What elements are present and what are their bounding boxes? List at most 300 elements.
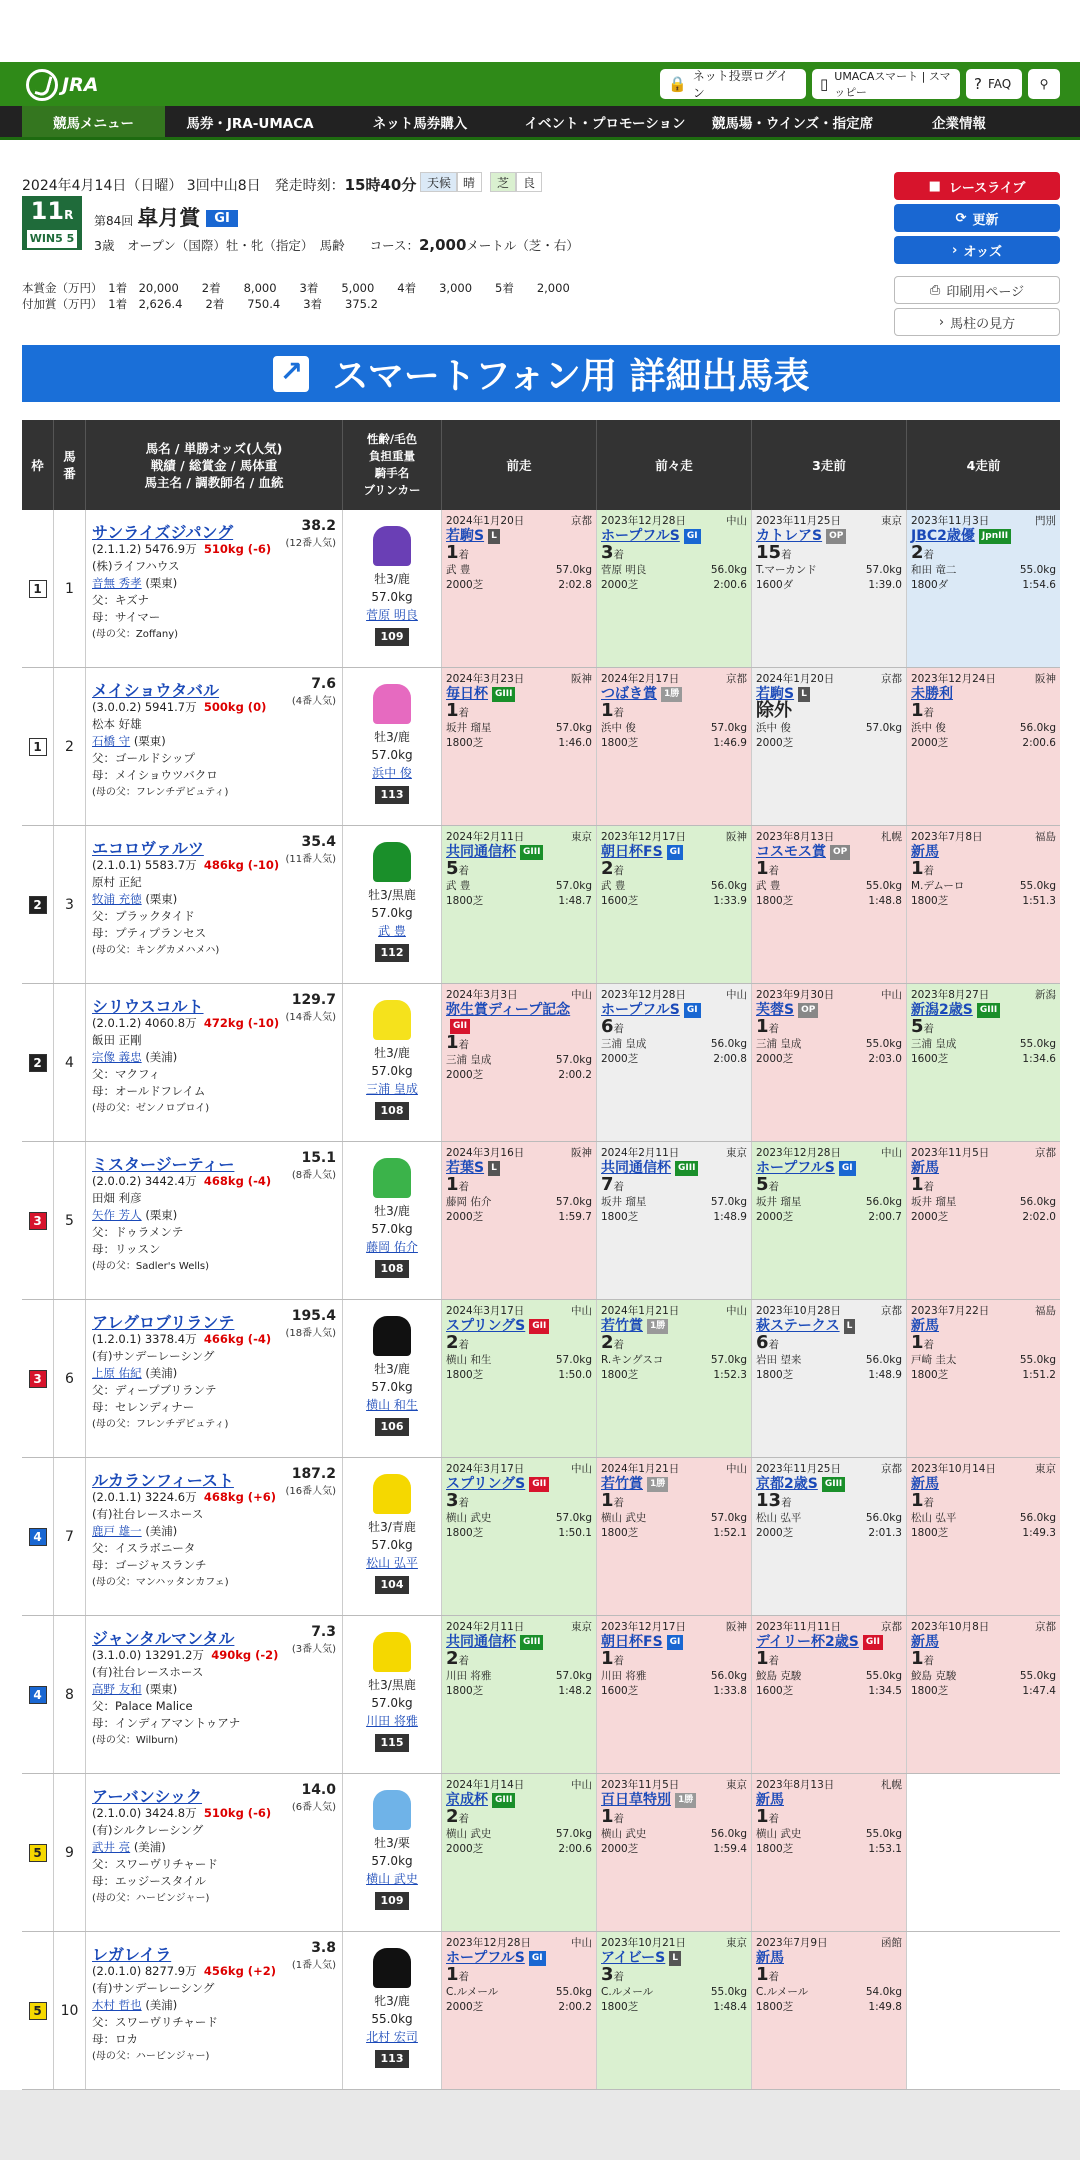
body-weight: 466kg (-4) bbox=[203, 1332, 272, 1346]
past-race-weight: 56.0kg bbox=[710, 564, 747, 576]
finish-unit: 着 bbox=[923, 549, 935, 561]
past-race-track: 2000芝 bbox=[756, 1527, 794, 1539]
rating-badge: 108 bbox=[375, 1102, 410, 1120]
past-race-cell[interactable] bbox=[907, 1616, 1060, 1773]
past-race-finish: 2 bbox=[446, 1806, 459, 1827]
trainer-link[interactable]: 上原 佑紀 bbox=[92, 1366, 142, 1380]
past-race-finish: 5 bbox=[446, 858, 459, 879]
jra-logo[interactable] bbox=[26, 68, 116, 102]
past-race-finish: 2 bbox=[446, 1332, 459, 1353]
past-race-place: 東京 bbox=[726, 1779, 747, 1791]
print-button[interactable] bbox=[894, 276, 1060, 304]
past-race-date-line bbox=[601, 830, 747, 845]
past-race-grade: JpnIII bbox=[979, 529, 1011, 544]
net-vote-login-button[interactable] bbox=[660, 69, 806, 99]
carried-weight: 57.0kg bbox=[371, 748, 413, 762]
trainer-link[interactable]: 石橋 守 bbox=[92, 734, 131, 748]
dam: 母：プティプランセス bbox=[92, 926, 207, 940]
past-race-name-link[interactable]: 若竹賞 bbox=[601, 1318, 643, 1334]
past-race-track-line bbox=[756, 1684, 902, 1699]
past-race-weight: 56.0kg bbox=[865, 1196, 902, 1208]
past-race-name-link[interactable]: 新馬 bbox=[911, 1160, 939, 1176]
past-race-time: 1:46.0 bbox=[558, 737, 592, 749]
jockey-link[interactable]: 松山 弘平 bbox=[366, 1556, 418, 1570]
race-number-badge bbox=[22, 196, 82, 250]
trainer-location: (美浦) bbox=[145, 1524, 178, 1538]
past-race-weight: 55.0kg bbox=[1019, 564, 1056, 576]
past-race-name-link[interactable]: JBC2歳優 bbox=[911, 528, 975, 544]
past-race-name-link[interactable]: 若葉S bbox=[446, 1160, 485, 1176]
past-race-cell[interactable] bbox=[597, 668, 752, 825]
past-race-name-link[interactable]: 共同通信杯 bbox=[446, 1634, 516, 1650]
carried-weight: 57.0kg bbox=[371, 1380, 413, 1394]
past-race-cell[interactable] bbox=[752, 1458, 907, 1615]
past-race-cell[interactable] bbox=[597, 1932, 752, 2089]
past-race-name-line bbox=[601, 687, 747, 703]
broodmare-sire: (母の父：ハービンジャー) bbox=[92, 2051, 210, 2062]
past-race-grade: OP bbox=[798, 1003, 818, 1018]
jockey-silks-icon bbox=[373, 684, 411, 724]
past-race-place: 東京 bbox=[726, 1937, 747, 1949]
odds-value: 14.0 bbox=[301, 1782, 336, 1798]
past-race-track: 1800芝 bbox=[756, 2001, 794, 2013]
past-race-name-link[interactable]: スプリングS bbox=[446, 1476, 526, 1492]
smartphone-banner[interactable] bbox=[22, 345, 1060, 402]
past-race-grade: GI bbox=[667, 845, 684, 860]
past-race-name-link[interactable]: スプリングS bbox=[446, 1318, 526, 1334]
umaca-button[interactable] bbox=[812, 69, 960, 99]
finish-unit: 着 bbox=[768, 1181, 780, 1193]
past-race-name-link[interactable]: 新馬 bbox=[911, 1634, 939, 1650]
sex-age: 牝3/鹿 bbox=[374, 1994, 410, 2008]
past-race-cell[interactable] bbox=[752, 510, 907, 667]
past-race-name-link[interactable]: ホープフルS bbox=[601, 1002, 680, 1018]
past-race-name-link[interactable]: 新潟2歳S bbox=[911, 1002, 973, 1018]
past-race-name-link[interactable]: 朝日杯FS bbox=[601, 844, 663, 860]
past-race-jockey: 和田 竜二 bbox=[911, 564, 957, 576]
finish-unit: 着 bbox=[458, 1971, 470, 1983]
refresh-icon: ⟳ bbox=[955, 210, 967, 226]
past-race-track-line bbox=[601, 1052, 747, 1067]
jockey-link[interactable]: 北村 宏司 bbox=[366, 2030, 418, 2044]
past-race-track-line bbox=[601, 1842, 747, 1857]
past-race-cell[interactable] bbox=[752, 984, 907, 1141]
past-race-track: 1800芝 bbox=[446, 1685, 484, 1697]
table-row bbox=[22, 1616, 1060, 1774]
jockey-link[interactable]: 武 豊 bbox=[378, 924, 406, 938]
past-race-track-line bbox=[911, 1526, 1056, 1541]
past-race-weight: 56.0kg bbox=[710, 1038, 747, 1050]
past-race-track: 1800芝 bbox=[911, 895, 949, 907]
past-race-date: 2023年10月14日 bbox=[911, 1463, 996, 1475]
past-race-name-link[interactable]: 弥生賞ディープ記念 bbox=[446, 1002, 571, 1018]
past-race-date: 2023年11月3日 bbox=[911, 515, 990, 527]
horse-number: 9 bbox=[65, 1844, 74, 1861]
past-race-cell[interactable] bbox=[752, 826, 907, 983]
past-race-weight: 56.0kg bbox=[865, 1354, 902, 1366]
past-race-finish: 1 bbox=[446, 700, 459, 721]
trainer-line bbox=[92, 1049, 336, 1066]
horse-number: 6 bbox=[65, 1370, 74, 1387]
past-race-track: 2000芝 bbox=[601, 579, 639, 591]
past-race-name-link[interactable]: コスモス賞 bbox=[756, 844, 826, 860]
past-race-cell[interactable] bbox=[752, 1774, 907, 1931]
nav-item-company[interactable]: 企業情報 bbox=[932, 115, 986, 132]
past-race-track-line bbox=[756, 578, 902, 593]
past-race-weight: 56.0kg bbox=[710, 1670, 747, 1682]
past-race-place-line bbox=[756, 1490, 902, 1511]
past-race-name-link[interactable]: デイリー杯2歳S bbox=[756, 1634, 859, 1650]
past-race-name-line bbox=[446, 1951, 592, 1967]
past-race-name-link[interactable]: ホープフルS bbox=[601, 528, 680, 544]
jockey-link[interactable]: 横山 和生 bbox=[366, 1398, 418, 1412]
past-race-date: 2023年12月17日 bbox=[601, 1621, 686, 1633]
past-race-cell[interactable] bbox=[597, 1458, 752, 1615]
past-race-name-line bbox=[756, 1161, 902, 1177]
past-race-name-line bbox=[911, 1635, 1056, 1651]
past-race-name-link[interactable]: 朝日杯FS bbox=[601, 1634, 663, 1650]
jockey-link[interactable]: 川田 将雅 bbox=[366, 1714, 418, 1728]
owner: 田畑 利彦 bbox=[92, 1191, 142, 1205]
past-race-cell[interactable] bbox=[442, 1616, 597, 1773]
horse-name-link[interactable]: サンライズジパング bbox=[92, 523, 234, 542]
carried-weight: 57.0kg bbox=[371, 1696, 413, 1710]
nav-item-net-baken[interactable]: ネット馬券購入 bbox=[372, 115, 468, 132]
horse-name-link[interactable]: メイショウタバル bbox=[92, 681, 220, 700]
refresh-button[interactable] bbox=[894, 204, 1060, 232]
finish-unit: 着 bbox=[458, 1497, 470, 1509]
past-race-time: 2:00.6 bbox=[558, 1843, 592, 1855]
body-weight: 510kg (-6) bbox=[203, 542, 272, 556]
finish-unit: 着 bbox=[613, 1497, 625, 1509]
past-race-date-line bbox=[601, 1936, 747, 1951]
past-race-track: 1800芝 bbox=[446, 737, 484, 749]
past-race-cell[interactable] bbox=[442, 1932, 597, 2089]
past-race-weight: 55.0kg bbox=[865, 880, 902, 892]
horse-cell bbox=[86, 1458, 343, 1615]
past-race-name-line bbox=[446, 1319, 592, 1335]
past-race-name-line bbox=[911, 1319, 1056, 1335]
past-race-track-line bbox=[446, 1526, 592, 1541]
race-live-button[interactable] bbox=[894, 172, 1060, 200]
past-race-cell[interactable] bbox=[442, 826, 597, 983]
past-race-weight: 56.0kg bbox=[1019, 1512, 1056, 1524]
horse-cell bbox=[86, 1300, 343, 1457]
trainer-link[interactable]: 武井 亮 bbox=[92, 1840, 131, 1854]
horse-name-link[interactable]: ルカランフィースト bbox=[92, 1471, 234, 1490]
past-race-grade: GIII bbox=[520, 1635, 543, 1650]
trainer-link[interactable]: 高野 友和 bbox=[92, 1682, 142, 1696]
past-race-date-line bbox=[911, 672, 1056, 687]
past-race-name-link[interactable]: 若駒S bbox=[446, 528, 485, 544]
horse-name-link[interactable]: アーバンシック bbox=[92, 1787, 203, 1806]
past-race-date-line bbox=[911, 1146, 1056, 1161]
past-race-cell[interactable] bbox=[752, 1616, 907, 1773]
owner: (有)サンデーレーシング bbox=[92, 1349, 215, 1363]
finish-unit: 着 bbox=[458, 1039, 470, 1051]
past-race-weight: 55.0kg bbox=[865, 1670, 902, 1682]
trainer-link[interactable]: 木村 哲也 bbox=[92, 1998, 142, 2012]
past-race-date-line bbox=[601, 988, 747, 1003]
past-race-place: 東京 bbox=[571, 1621, 592, 1633]
nav-item-baken[interactable]: 馬券・JRA-UMACA bbox=[186, 115, 314, 132]
past-race-name-link[interactable]: カトレアS bbox=[756, 528, 823, 544]
past-race-track-line bbox=[756, 1052, 902, 1067]
sex-age: 牡3/青鹿 bbox=[368, 1520, 416, 1534]
past-race-cell[interactable] bbox=[907, 826, 1060, 983]
past-race-weight: 57.0kg bbox=[710, 1196, 747, 1208]
num-cell bbox=[54, 826, 86, 983]
past-race-place-line bbox=[446, 1964, 592, 1985]
past-race-cell[interactable] bbox=[907, 984, 1060, 1141]
search-icon: ⚲ bbox=[1039, 77, 1049, 91]
sire: 父：スワーヴリチャード bbox=[92, 1857, 218, 1871]
horse-name-link[interactable]: エコロヴァルツ bbox=[92, 839, 204, 858]
past-race-date: 2023年10月21日 bbox=[601, 1937, 686, 1949]
trainer-link[interactable]: 宗像 義忠 bbox=[92, 1050, 142, 1064]
popularity: (4番人気) bbox=[291, 696, 336, 707]
num-cell bbox=[54, 510, 86, 667]
past-race-track-line bbox=[756, 1210, 902, 1225]
past-race-name-link[interactable]: 毎日杯 bbox=[446, 686, 488, 702]
past-race-jockey: 松山 弘平 bbox=[756, 1512, 802, 1524]
past-race-cell[interactable] bbox=[442, 984, 597, 1141]
trainer-link[interactable]: 矢作 芳人 bbox=[92, 1208, 142, 1222]
past-race-jockey: 浜中 俊 bbox=[911, 722, 946, 734]
odds bbox=[285, 992, 336, 1026]
past-race-cell[interactable] bbox=[907, 1142, 1060, 1299]
past-race-weight: 56.0kg bbox=[1019, 1196, 1056, 1208]
horse-name-link[interactable]: ジャンタルマンタル bbox=[92, 1629, 235, 1648]
past-race-time: 1:51.3 bbox=[1022, 895, 1056, 907]
past-race-date-line bbox=[756, 1146, 902, 1161]
past-race-cell[interactable] bbox=[597, 510, 752, 667]
post-time: 15時40分 bbox=[344, 176, 417, 194]
past-race-track-line bbox=[446, 578, 592, 593]
past-race-name-link[interactable]: 百日草特別 bbox=[601, 1792, 671, 1808]
past-race-place-line bbox=[756, 1648, 902, 1669]
past-race-track-line bbox=[601, 578, 747, 593]
past-race-track: 1800芝 bbox=[601, 1211, 639, 1223]
past-race-name-link[interactable]: ホープフルS bbox=[446, 1950, 525, 1966]
main-nav bbox=[0, 106, 1080, 140]
past-race-jockey: 横山 和生 bbox=[446, 1354, 492, 1366]
past-race-place: 京都 bbox=[881, 1463, 902, 1475]
past-race-name-line bbox=[601, 845, 747, 861]
jockey-cell bbox=[343, 984, 442, 1141]
past-race-time: 1:59.7 bbox=[558, 1211, 592, 1223]
finish-unit: 着 bbox=[613, 707, 625, 719]
past-race-cell[interactable] bbox=[907, 1300, 1060, 1457]
finish-unit: 着 bbox=[613, 1971, 625, 1983]
horse-name-link[interactable]: アレグロブリランテ bbox=[92, 1313, 235, 1332]
odds bbox=[292, 1782, 336, 1816]
bottom-area bbox=[0, 2090, 1080, 2160]
past-race-finish: 1 bbox=[446, 1032, 459, 1053]
past-race-cell[interactable] bbox=[597, 1142, 752, 1299]
odds-button[interactable] bbox=[894, 236, 1060, 264]
past-race-track-line bbox=[911, 1052, 1056, 1067]
carried-weight: 55.0kg bbox=[371, 2012, 413, 2026]
past-race-date-line bbox=[601, 672, 747, 687]
past-race-grade: L bbox=[488, 1161, 500, 1176]
past-race-name-link[interactable]: 未勝利 bbox=[911, 686, 953, 702]
past-race-cell[interactable] bbox=[907, 668, 1060, 825]
horse-name-link[interactable]: ミスタージーティー bbox=[92, 1155, 235, 1174]
past-race-jockey-line bbox=[911, 1669, 1056, 1684]
past-race-date: 2024年1月14日 bbox=[446, 1779, 525, 1791]
past-race-time: 2:03.0 bbox=[868, 1053, 902, 1065]
jockey-link[interactable]: 菅原 明良 bbox=[366, 608, 418, 622]
past-race-name-line bbox=[601, 1477, 747, 1493]
past-race-date-line bbox=[446, 988, 592, 1003]
past-race-jockey: C.ルメール bbox=[446, 1986, 499, 1998]
past-race-cell[interactable] bbox=[597, 984, 752, 1141]
past-race-date-line bbox=[601, 514, 747, 529]
search-button[interactable] bbox=[1028, 69, 1060, 99]
past-race-cell[interactable] bbox=[597, 1774, 752, 1931]
track-value: 良 bbox=[516, 172, 542, 192]
past-race-name-link[interactable]: 新馬 bbox=[911, 1318, 939, 1334]
nav-item-racecourse[interactable]: 競馬場・ウインズ・指定席 bbox=[711, 115, 874, 132]
past-race-name-link[interactable]: 共同通信杯 bbox=[601, 1160, 671, 1176]
past-race-grade: L bbox=[844, 1319, 856, 1334]
past-race-cell[interactable] bbox=[597, 1616, 752, 1773]
race-conditions bbox=[94, 236, 579, 254]
past-race-cell[interactable] bbox=[752, 1300, 907, 1457]
past-race-cell bbox=[907, 1774, 1060, 1931]
past-race-name-link[interactable]: ホープフルS bbox=[756, 1160, 835, 1176]
past-race-name-link[interactable]: 共同通信杯 bbox=[446, 844, 516, 860]
video-icon: ■ bbox=[928, 178, 941, 194]
past-race-cell[interactable] bbox=[442, 1774, 597, 1931]
past-race-cell[interactable] bbox=[597, 1300, 752, 1457]
table-header bbox=[22, 420, 1060, 510]
past-race-place: 中山 bbox=[571, 1305, 592, 1317]
trainer-link[interactable]: 牧浦 充徳 bbox=[92, 892, 142, 906]
past-race-name-link[interactable]: 若竹賞 bbox=[601, 1476, 643, 1492]
horse-name-link[interactable]: レガレイラ bbox=[92, 1945, 172, 1964]
trainer-link[interactable]: 鹿戸 雄一 bbox=[92, 1524, 142, 1538]
dam: 母：エッジースタイル bbox=[92, 1874, 206, 1888]
horse-cell bbox=[86, 984, 343, 1141]
past-race-name-link[interactable]: 京都2歳S bbox=[756, 1476, 818, 1492]
past-race-name-link[interactable]: 萩ステークス bbox=[756, 1318, 840, 1334]
past-race-jockey-line bbox=[601, 879, 747, 894]
past-race-track: 1600ダ bbox=[756, 579, 794, 591]
past-race-cell[interactable] bbox=[442, 668, 597, 825]
past-race-name-link[interactable]: 新馬 bbox=[911, 1476, 939, 1492]
finish-unit: 着 bbox=[768, 1813, 780, 1825]
sex-age: 牡3/鹿 bbox=[374, 572, 410, 586]
weather-label: 天候 bbox=[420, 172, 458, 192]
past-race-date: 2024年3月17日 bbox=[446, 1305, 525, 1317]
past-race-name-line bbox=[756, 845, 902, 861]
past-race-finish: 1 bbox=[601, 700, 614, 721]
record: (2.0.1.1) 3224.6万 bbox=[92, 1490, 197, 1504]
past-race-name-link[interactable]: つばき賞 bbox=[601, 686, 657, 702]
trainer-line bbox=[92, 1681, 336, 1698]
trainer-line bbox=[92, 1523, 336, 1540]
past-race-track-line bbox=[756, 1842, 902, 1857]
past-race-cell[interactable] bbox=[442, 510, 597, 667]
past-race-track-line bbox=[446, 736, 592, 751]
horse-cell bbox=[86, 668, 343, 825]
past-race-grade: GI bbox=[839, 1161, 856, 1176]
past-race-place-line bbox=[601, 1332, 747, 1353]
jockey-link[interactable]: 三浦 皇成 bbox=[366, 1082, 418, 1096]
past-race-name-line bbox=[601, 1161, 747, 1177]
past-race-jockey: 岩田 望来 bbox=[756, 1354, 802, 1366]
sire: 父：ブラックタイド bbox=[92, 909, 195, 923]
finish-unit: 着 bbox=[613, 549, 625, 561]
past-race-cell[interactable] bbox=[597, 826, 752, 983]
past-race-cell[interactable] bbox=[752, 668, 907, 825]
past-race-cell[interactable] bbox=[752, 1932, 907, 2089]
jockey-link[interactable]: 浜中 俊 bbox=[372, 766, 412, 780]
past-race-grade: GIII bbox=[492, 1793, 515, 1808]
past-race-weight: 55.0kg bbox=[1019, 1354, 1056, 1366]
past-race-place: 阪神 bbox=[571, 673, 592, 685]
past-race-date: 2023年12月28日 bbox=[601, 515, 686, 527]
past-race-weight: 55.0kg bbox=[1019, 1670, 1056, 1682]
past-race-time: 1:48.4 bbox=[713, 2001, 747, 2013]
nav-item-event[interactable]: イベント・プロモーション bbox=[524, 115, 686, 132]
past-race-time: 2:01.3 bbox=[868, 1527, 902, 1539]
past-race-name-line bbox=[756, 1635, 902, 1651]
past-race-place: 京都 bbox=[881, 1305, 902, 1317]
nav-item-keiba-menu[interactable]: 競馬メニュー bbox=[22, 106, 165, 137]
rating-badge: 113 bbox=[375, 2050, 410, 2068]
faq-button[interactable] bbox=[966, 69, 1022, 99]
past-race-name-link[interactable]: 芙蓉S bbox=[756, 1002, 795, 1018]
chevron-right-icon: › bbox=[952, 242, 958, 258]
past-race-time: 1:51.2 bbox=[1022, 1369, 1056, 1381]
past-race-cell[interactable] bbox=[442, 1300, 597, 1457]
past-race-name-link[interactable]: 新馬 bbox=[756, 1792, 784, 1808]
past-race-weight: 57.0kg bbox=[710, 722, 747, 734]
jockey-link[interactable]: 横山 武史 bbox=[366, 1872, 418, 1886]
past-race-cell[interactable] bbox=[907, 510, 1060, 667]
past-race-name-link[interactable]: 新馬 bbox=[911, 844, 939, 860]
guide-button[interactable] bbox=[894, 308, 1060, 336]
past-race-name-link[interactable]: 若駒S bbox=[756, 686, 795, 702]
jockey-link[interactable]: 藤岡 佑介 bbox=[366, 1240, 418, 1254]
rating-badge: 109 bbox=[375, 1892, 410, 1910]
win5-badge: WIN5 5 bbox=[27, 230, 77, 248]
past-race-finish: 3 bbox=[601, 1964, 614, 1985]
past-race-finish: 1 bbox=[756, 1648, 769, 1669]
past-race-jockey-line bbox=[756, 1669, 902, 1684]
past-race-place: 中山 bbox=[726, 1463, 747, 1475]
past-race-time: 1:48.8 bbox=[868, 895, 902, 907]
past-race-cell[interactable] bbox=[907, 1458, 1060, 1615]
past-race-place-line bbox=[601, 542, 747, 563]
trainer-link[interactable]: 音無 秀孝 bbox=[92, 576, 142, 590]
past-race-name-link[interactable]: 京成杯 bbox=[446, 1792, 488, 1808]
horse-name-link[interactable]: シリウスコルト bbox=[92, 997, 204, 1016]
past-race-date: 2023年8月13日 bbox=[756, 1779, 835, 1791]
past-race-cell[interactable] bbox=[442, 1458, 597, 1615]
past-race-cell[interactable] bbox=[442, 1142, 597, 1299]
past-race-weight: 55.0kg bbox=[555, 1986, 592, 1998]
past-race-name-link[interactable]: 新馬 bbox=[756, 1950, 784, 1966]
past-race-time: 2:00.6 bbox=[713, 579, 747, 591]
past-race-cell[interactable] bbox=[752, 1142, 907, 1299]
rating-badge: 109 bbox=[375, 628, 410, 646]
past-race-jockey: 横山 武史 bbox=[756, 1828, 802, 1840]
past-race-name-link[interactable]: アイビーS bbox=[601, 1950, 666, 1966]
